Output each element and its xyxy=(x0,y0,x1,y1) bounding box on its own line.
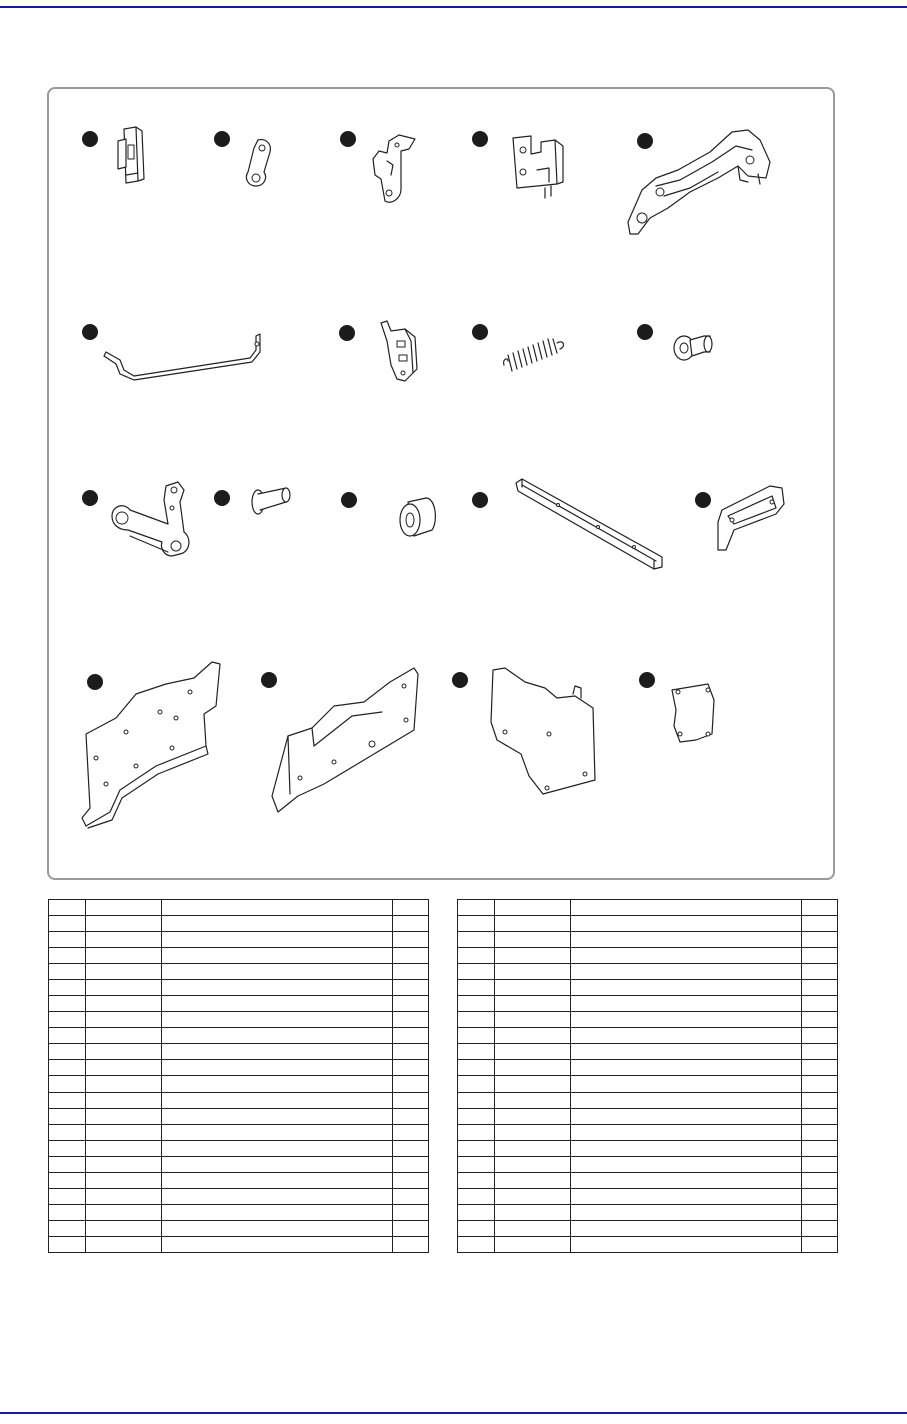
table-cell xyxy=(393,996,429,1012)
table-cell xyxy=(571,1044,802,1060)
table-cell xyxy=(49,916,86,932)
table-cell xyxy=(86,1092,162,1108)
table-cell xyxy=(571,1156,802,1172)
table-row xyxy=(49,1220,429,1236)
table-cell xyxy=(802,1236,838,1252)
table-cell xyxy=(495,932,571,948)
table-cell xyxy=(571,1092,802,1108)
callout-marker xyxy=(639,672,655,688)
table-cell xyxy=(802,1108,838,1124)
table-cell xyxy=(393,1156,429,1172)
table-row xyxy=(458,1236,838,1252)
table-cell xyxy=(458,1204,495,1220)
table-cell xyxy=(571,1140,802,1156)
table-cell xyxy=(495,1028,571,1044)
table-header-row xyxy=(49,900,429,916)
header-cell xyxy=(162,900,393,916)
table-cell xyxy=(86,1060,162,1076)
table-header-row xyxy=(458,900,838,916)
table-cell xyxy=(393,1188,429,1204)
table-cell xyxy=(458,1028,495,1044)
table-cell xyxy=(571,1060,802,1076)
table-cell xyxy=(458,1140,495,1156)
table-row xyxy=(49,1044,429,1060)
table-cell xyxy=(86,948,162,964)
table-cell xyxy=(802,916,838,932)
callout-marker xyxy=(82,324,98,340)
table-cell xyxy=(495,1124,571,1140)
rail-part-illustration xyxy=(512,477,667,571)
table-row xyxy=(49,916,429,932)
table-row xyxy=(458,948,838,964)
table-cell xyxy=(393,1060,429,1076)
table-cell xyxy=(162,1156,393,1172)
header-cell xyxy=(49,900,86,916)
table-cell xyxy=(458,1060,495,1076)
table-cell xyxy=(393,1172,429,1188)
table-cell xyxy=(162,996,393,1012)
table-cell xyxy=(162,916,393,932)
table-cell xyxy=(393,1108,429,1124)
table-row xyxy=(458,1060,838,1076)
table-cell xyxy=(86,1012,162,1028)
table-row xyxy=(49,980,429,996)
roller-part-illustration xyxy=(396,494,442,540)
table-cell xyxy=(162,1060,393,1076)
table-cell xyxy=(86,1204,162,1220)
table-cell xyxy=(86,1188,162,1204)
table-cell xyxy=(802,1220,838,1236)
table-cell xyxy=(162,1076,393,1092)
table-cell xyxy=(495,1044,571,1060)
table-row xyxy=(49,1124,429,1140)
table-cell xyxy=(393,1204,429,1220)
table-cell xyxy=(393,1028,429,1044)
table-cell xyxy=(458,996,495,1012)
table-cell xyxy=(571,1204,802,1220)
table-row xyxy=(49,948,429,964)
table-cell xyxy=(458,1108,495,1124)
callout-marker xyxy=(214,131,230,147)
table-cell xyxy=(458,1172,495,1188)
table-row xyxy=(49,1108,429,1124)
table-row xyxy=(458,1188,838,1204)
table-row xyxy=(458,1156,838,1172)
table-row xyxy=(458,1092,838,1108)
table-cell xyxy=(86,1028,162,1044)
callout-marker xyxy=(82,131,98,147)
cover-bracket-part-illustration xyxy=(712,482,790,554)
table-cell xyxy=(86,1172,162,1188)
table-cell xyxy=(458,964,495,980)
table-cell xyxy=(86,1236,162,1252)
table-cell xyxy=(49,948,86,964)
table-cell xyxy=(393,932,429,948)
table-row xyxy=(458,980,838,996)
table-cell xyxy=(495,1108,571,1124)
table-cell xyxy=(86,980,162,996)
table-cell xyxy=(162,1236,393,1252)
table-cell xyxy=(571,1076,802,1092)
table-cell xyxy=(86,1220,162,1236)
table-cell xyxy=(571,932,802,948)
table-cell xyxy=(393,964,429,980)
callout-marker xyxy=(341,492,357,508)
table-cell xyxy=(162,948,393,964)
table-cell xyxy=(49,996,86,1012)
table-cell xyxy=(49,1060,86,1076)
table-row xyxy=(458,1204,838,1220)
table-cell xyxy=(458,1076,495,1092)
table-cell xyxy=(495,980,571,996)
latch-part-illustration xyxy=(375,317,425,387)
table-cell xyxy=(393,1140,429,1156)
table-cell xyxy=(393,1044,429,1060)
table-cell xyxy=(802,1076,838,1092)
table-cell xyxy=(458,1188,495,1204)
table-cell xyxy=(571,1220,802,1236)
table-cell xyxy=(162,1012,393,1028)
parts-list-table-right xyxy=(457,899,838,1253)
table-cell xyxy=(802,996,838,1012)
table-cell xyxy=(49,1044,86,1060)
cam-plate-part-illustration xyxy=(365,131,425,207)
spring-part-illustration xyxy=(500,335,570,375)
table-row xyxy=(458,1140,838,1156)
table-row xyxy=(458,1028,838,1044)
table-row xyxy=(49,996,429,1012)
table-cell xyxy=(49,1188,86,1204)
link-arm-part-illustration xyxy=(108,480,198,565)
table-cell xyxy=(495,996,571,1012)
callout-marker xyxy=(82,490,98,506)
table-cell xyxy=(49,1108,86,1124)
table-row xyxy=(49,1092,429,1108)
side-frame-left-part-illustration xyxy=(76,658,226,830)
table-cell xyxy=(49,1076,86,1092)
table-cell xyxy=(495,1156,571,1172)
table-cell xyxy=(86,1124,162,1140)
table-cell xyxy=(571,980,802,996)
table-cell xyxy=(162,964,393,980)
table-cell xyxy=(458,932,495,948)
table-cell xyxy=(802,1092,838,1108)
table-row xyxy=(49,932,429,948)
table-cell xyxy=(162,1028,393,1044)
table-cell xyxy=(86,996,162,1012)
table-cell xyxy=(495,948,571,964)
lever-part-illustration xyxy=(240,136,280,192)
table-cell xyxy=(495,1012,571,1028)
table-cell xyxy=(495,1076,571,1092)
table-cell xyxy=(162,1204,393,1220)
header-cell xyxy=(458,900,495,916)
table-cell xyxy=(571,1108,802,1124)
table-row xyxy=(458,1044,838,1060)
table-cell xyxy=(162,1124,393,1140)
table-row xyxy=(458,916,838,932)
header-cell xyxy=(393,900,429,916)
table-row xyxy=(49,1060,429,1076)
table-cell xyxy=(393,1092,429,1108)
table-row xyxy=(49,1172,429,1188)
table-cell xyxy=(802,1172,838,1188)
table-cell xyxy=(49,1236,86,1252)
table-row xyxy=(49,964,429,980)
callout-marker xyxy=(214,490,230,506)
table-cell xyxy=(162,1188,393,1204)
table-cell xyxy=(571,1236,802,1252)
table-cell xyxy=(86,1108,162,1124)
table-cell xyxy=(802,1188,838,1204)
table-cell xyxy=(86,1044,162,1060)
table-cell xyxy=(49,1124,86,1140)
table-cell xyxy=(571,1172,802,1188)
callout-marker xyxy=(340,131,356,147)
table-cell xyxy=(393,1124,429,1140)
table-cell xyxy=(802,1156,838,1172)
table-cell xyxy=(393,1076,429,1092)
table-cell xyxy=(495,1140,571,1156)
table-cell xyxy=(802,1124,838,1140)
table-cell xyxy=(458,1044,495,1060)
table-row xyxy=(458,1220,838,1236)
table-cell xyxy=(49,1028,86,1044)
table-cell xyxy=(802,948,838,964)
table-row xyxy=(458,1172,838,1188)
table-cell xyxy=(162,1092,393,1108)
table-row xyxy=(49,1188,429,1204)
callout-marker xyxy=(472,324,488,340)
table-cell xyxy=(802,1060,838,1076)
table-row xyxy=(458,964,838,980)
callout-marker xyxy=(339,325,355,341)
table-cell xyxy=(802,1044,838,1060)
table-row xyxy=(49,1012,429,1028)
table-cell xyxy=(162,1140,393,1156)
table-cell xyxy=(495,916,571,932)
table-cell xyxy=(393,980,429,996)
table-row xyxy=(49,1028,429,1044)
table-row xyxy=(458,1012,838,1028)
table-cell xyxy=(458,1012,495,1028)
table-cell xyxy=(571,1124,802,1140)
table-row xyxy=(49,1140,429,1156)
table-cell xyxy=(162,932,393,948)
header-cell xyxy=(86,900,162,916)
table-cell xyxy=(571,1028,802,1044)
table-row xyxy=(49,1236,429,1252)
table-cell xyxy=(162,980,393,996)
table-cell xyxy=(495,1204,571,1220)
rod-part-illustration xyxy=(100,330,270,382)
table-cell xyxy=(49,964,86,980)
table-cell xyxy=(458,1092,495,1108)
table-cell xyxy=(162,1220,393,1236)
table-cell xyxy=(393,1220,429,1236)
bottom-border-rule xyxy=(0,1412,907,1414)
table-cell xyxy=(571,1188,802,1204)
table-cell xyxy=(802,1012,838,1028)
table-cell xyxy=(49,980,86,996)
table-cell xyxy=(86,1140,162,1156)
table-cell xyxy=(495,1188,571,1204)
table-cell xyxy=(86,964,162,980)
table-cell xyxy=(86,1156,162,1172)
table-cell xyxy=(458,916,495,932)
table-cell xyxy=(393,948,429,964)
table-cell xyxy=(802,1028,838,1044)
table-cell xyxy=(49,1140,86,1156)
bracket-part-illustration xyxy=(112,125,152,187)
table-cell xyxy=(458,1124,495,1140)
table-cell xyxy=(571,964,802,980)
table-cell xyxy=(495,1060,571,1076)
header-cell xyxy=(495,900,571,916)
table-cell xyxy=(49,1172,86,1188)
table-cell xyxy=(86,1076,162,1092)
stud-part-illustration xyxy=(670,330,718,366)
table-cell xyxy=(802,980,838,996)
table-cell xyxy=(162,1044,393,1060)
callout-marker xyxy=(452,672,468,688)
table-cell xyxy=(49,1156,86,1172)
table-cell xyxy=(802,1140,838,1156)
table-cell xyxy=(86,932,162,948)
table-cell xyxy=(162,1108,393,1124)
table-cell xyxy=(571,1012,802,1028)
table-cell xyxy=(393,1236,429,1252)
table-row xyxy=(458,1124,838,1140)
table-cell xyxy=(49,1204,86,1220)
table-row xyxy=(458,932,838,948)
table-cell xyxy=(495,1236,571,1252)
table-cell xyxy=(495,964,571,980)
parts-list-table-left xyxy=(48,899,429,1253)
table-cell xyxy=(393,1012,429,1028)
table-cell xyxy=(495,1092,571,1108)
table-cell xyxy=(571,948,802,964)
table-row xyxy=(49,1076,429,1092)
table-cell xyxy=(571,916,802,932)
table-cell xyxy=(458,1220,495,1236)
table-cell xyxy=(458,980,495,996)
callout-marker xyxy=(472,492,488,508)
table-cell xyxy=(458,1156,495,1172)
table-cell xyxy=(49,1220,86,1236)
table-row xyxy=(458,1076,838,1092)
table-cell xyxy=(49,932,86,948)
table-row xyxy=(49,1156,429,1172)
side-frame-right-part-illustration xyxy=(264,662,424,818)
table-row xyxy=(458,996,838,1012)
header-cell xyxy=(571,900,802,916)
pin-part-illustration xyxy=(248,482,294,516)
mounting-block-part-illustration xyxy=(507,132,567,202)
table-cell xyxy=(162,1172,393,1188)
table-cell xyxy=(458,948,495,964)
table-cell xyxy=(495,1172,571,1188)
table-cell xyxy=(49,1012,86,1028)
table-cell xyxy=(49,1092,86,1108)
table-cell xyxy=(802,964,838,980)
callout-marker xyxy=(637,324,653,340)
table-cell xyxy=(86,916,162,932)
table-row xyxy=(49,1204,429,1220)
table-cell xyxy=(393,916,429,932)
callout-marker xyxy=(695,492,711,508)
table-row xyxy=(458,1108,838,1124)
frame-arm-part-illustration xyxy=(620,126,775,238)
small-plate-part-illustration xyxy=(666,680,722,746)
callout-marker xyxy=(472,131,488,147)
table-cell xyxy=(802,1204,838,1220)
table-cell xyxy=(458,1236,495,1252)
table-cell xyxy=(571,996,802,1012)
table-cell xyxy=(802,932,838,948)
plate-part-illustration xyxy=(485,664,605,800)
table-cell xyxy=(495,1220,571,1236)
header-cell xyxy=(802,900,838,916)
top-border-rule xyxy=(0,6,907,8)
